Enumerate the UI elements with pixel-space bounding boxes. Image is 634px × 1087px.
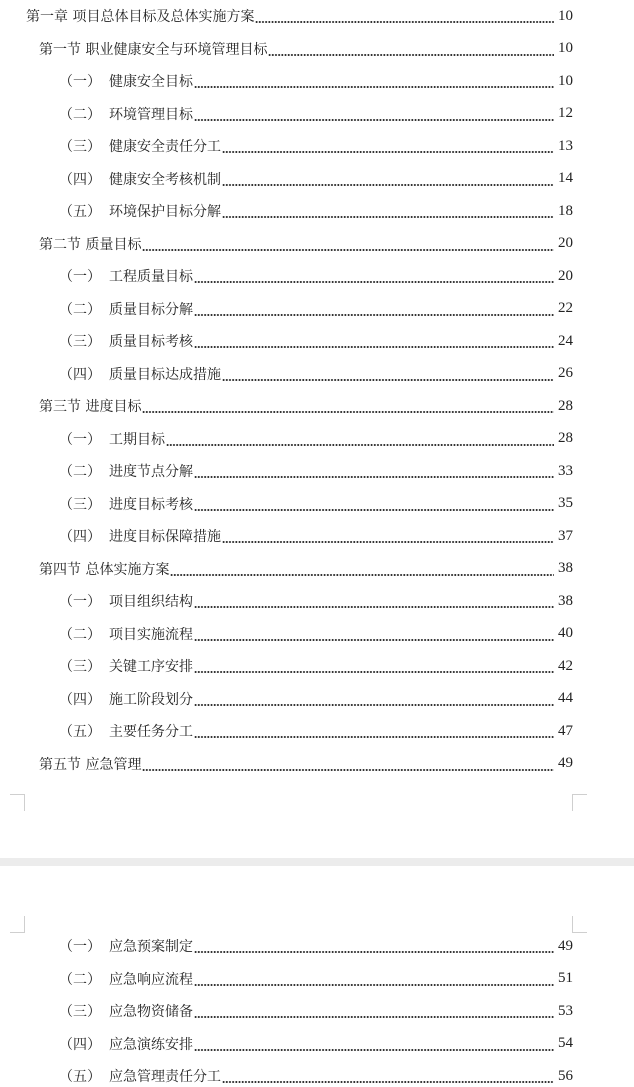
toc-entry[interactable] [59, 200, 573, 222]
toc-dot-leader [194, 1009, 554, 1021]
toc-entry-number: （四） [59, 171, 101, 188]
margin-corner-mark [572, 794, 587, 811]
toc-entry[interactable] [59, 1065, 573, 1087]
toc-entry[interactable] [59, 688, 573, 710]
toc-entry[interactable] [59, 720, 573, 742]
toc-entry-title: 进度目标保障措施 [109, 529, 221, 545]
toc-entry-title: 应急物资储备 [109, 1004, 193, 1020]
toc-entry-title: 第三节 进度目标 [39, 399, 142, 415]
toc-entry-number: （一） [59, 74, 101, 90]
toc-dot-leader [268, 47, 554, 59]
toc-dot-leader [194, 599, 554, 611]
toc-entry-title: 项目实施流程 [109, 626, 193, 643]
toc-entry-title: 主要任务分工 [109, 724, 193, 740]
toc-entry-page-number: 26 [558, 365, 573, 381]
toc-entry[interactable] [59, 298, 573, 320]
toc-entry-title: 质量目标考核 [109, 334, 193, 350]
toc-dot-leader [222, 144, 554, 156]
toc-dot-leader [194, 502, 554, 514]
toc-entry-title: 应急响应流程 [109, 971, 193, 988]
toc-entry-page-number: 18 [558, 202, 573, 219]
toc-dot-leader [170, 567, 554, 579]
toc-entry[interactable] [59, 623, 573, 645]
toc-entry-title: 健康安全目标 [109, 74, 193, 90]
toc-entry[interactable] [59, 655, 573, 677]
toc-entry[interactable] [59, 70, 573, 92]
toc-entry-number: （二） [59, 301, 101, 318]
toc-entry-number: （一） [59, 594, 101, 610]
toc-entry[interactable] [39, 38, 573, 60]
toc-dot-leader [194, 112, 554, 124]
toc-dot-leader [194, 307, 554, 319]
toc-entry-page-number: 56 [558, 1067, 573, 1084]
toc-entry[interactable] [59, 265, 573, 287]
toc-entry-title: 健康安全考核机制 [109, 171, 221, 188]
toc-entry-number: （三） [59, 334, 101, 350]
toc-entry-page-number: 35 [558, 495, 573, 511]
toc-dot-leader [194, 729, 554, 741]
toc-dot-leader [142, 404, 554, 416]
toc-entry-page-number: 33 [558, 462, 573, 479]
toc-dot-leader [194, 697, 554, 709]
toc-dot-leader [255, 14, 554, 26]
toc-entry-number: （一） [59, 431, 101, 448]
toc-entry-page-number: 10 [558, 72, 573, 89]
toc-entry-number: （三） [59, 139, 101, 155]
toc-entry-title: 应急预案制定 [109, 939, 193, 955]
margin-corner-mark [10, 916, 25, 933]
toc-entry[interactable] [59, 330, 573, 352]
toc-entry[interactable] [59, 935, 573, 957]
toc-entry-page-number: 14 [558, 170, 573, 186]
toc-entry-number: （一） [59, 269, 101, 285]
toc-entry-number: （四） [59, 366, 101, 383]
toc-entry-page-number: 20 [558, 235, 573, 251]
toc-dot-leader [222, 372, 554, 384]
toc-entry[interactable] [59, 428, 573, 450]
toc-entry-number: （五） [59, 204, 101, 220]
toc-dot-leader [142, 242, 554, 254]
toc-entry[interactable] [39, 395, 573, 417]
toc-entry-title: 第五节 应急管理 [39, 756, 142, 773]
toc-entry[interactable] [59, 363, 573, 385]
toc-entry-title: 工期目标 [109, 431, 165, 448]
toc-entry-number: （四） [59, 1036, 101, 1053]
toc-entry-page-number: 13 [558, 137, 573, 154]
toc-entry-title: 健康安全责任分工 [109, 139, 221, 155]
toc-entry-title: 第二节 质量目标 [39, 236, 142, 253]
toc-dot-leader [194, 339, 554, 351]
toc-entry-title: 施工阶段划分 [109, 691, 193, 708]
toc-dot-leader [194, 469, 554, 481]
toc-entry-title: 工程质量目标 [109, 269, 193, 285]
toc-entry-page-number: 22 [558, 300, 573, 316]
toc-entry-number: （四） [59, 691, 101, 708]
toc-dot-leader [222, 209, 554, 221]
toc-entry-page-number: 12 [558, 105, 573, 121]
toc-entry-page-number: 10 [558, 40, 573, 56]
toc-entry-title: 质量目标达成措施 [109, 366, 221, 383]
toc-entry-number: （五） [59, 1069, 101, 1085]
toc-entry-title: 进度目标考核 [109, 496, 193, 513]
toc-dot-leader [166, 437, 554, 449]
toc-entry-number: （二） [59, 626, 101, 643]
toc-entry-number: （二） [59, 464, 101, 480]
toc-entry-page-number: 49 [558, 937, 573, 954]
toc-entry[interactable] [59, 493, 573, 515]
toc-entry-page-number: 47 [558, 722, 573, 739]
toc-entry-title: 第四节 总体实施方案 [39, 561, 170, 578]
toc-entry-title: 进度节点分解 [109, 464, 193, 480]
toc-dot-leader [194, 977, 554, 989]
toc-dot-leader [194, 664, 554, 676]
toc-entry-title: 第一节 职业健康安全与环境管理目标 [39, 41, 268, 58]
toc-dot-leader [222, 1074, 554, 1086]
toc-entry-page-number: 38 [558, 560, 573, 576]
toc-entry-page-number: 37 [558, 527, 573, 544]
toc-entry[interactable] [59, 460, 573, 482]
toc-entry-page-number: 10 [558, 7, 573, 24]
toc-entry[interactable] [59, 590, 573, 612]
toc-dot-leader [194, 1042, 554, 1054]
toc-entry-page-number: 54 [558, 1035, 573, 1051]
toc-entry-title: 应急管理责任分工 [109, 1069, 221, 1085]
toc-dot-leader [194, 79, 554, 91]
toc-dot-leader [194, 944, 554, 956]
toc-entry-title: 第一章 项目总体目标及总体实施方案 [26, 9, 255, 25]
page-separator [0, 858, 634, 866]
toc-dot-leader [194, 274, 554, 286]
margin-corner-mark [572, 916, 587, 933]
toc-entry[interactable] [39, 753, 573, 775]
toc-entry-number: （三） [59, 659, 101, 675]
toc-entry-number: （二） [59, 106, 101, 123]
toc-entry[interactable] [59, 525, 573, 547]
toc-dot-leader [142, 762, 554, 774]
toc-entry-page-number: 38 [558, 592, 573, 609]
toc-entry-number: （一） [59, 939, 101, 955]
toc-entry[interactable] [39, 233, 573, 255]
toc-entry-page-number: 28 [558, 430, 573, 446]
toc-dot-leader [194, 632, 554, 644]
toc-entry-number: （二） [59, 971, 101, 988]
toc-entry-page-number: 44 [558, 690, 573, 706]
toc-entry-number: （三） [59, 1004, 101, 1020]
toc-entry-page-number: 49 [558, 755, 573, 771]
toc-entry-page-number: 53 [558, 1002, 573, 1019]
toc-dot-leader [222, 177, 554, 189]
toc-entry-title: 质量目标分解 [109, 301, 193, 318]
margin-corner-mark [10, 794, 25, 811]
toc-entry-page-number: 40 [558, 625, 573, 641]
toc-entry-number: （四） [59, 529, 101, 545]
toc-entry[interactable] [59, 135, 573, 157]
toc-entry-title: 环境管理目标 [109, 106, 193, 123]
toc-entry[interactable] [59, 1033, 573, 1055]
toc-entry-page-number: 20 [558, 267, 573, 284]
toc-entry-title: 关键工序安排 [109, 659, 193, 675]
toc-entry-page-number: 24 [558, 332, 573, 349]
toc-entry[interactable] [26, 5, 573, 27]
toc-entry-number: （五） [59, 724, 101, 740]
toc-entry-page-number: 51 [558, 970, 573, 986]
toc-entry-title: 项目组织结构 [109, 594, 193, 610]
toc-entry-title: 环境保护目标分解 [109, 204, 221, 220]
toc-entry[interactable] [59, 1000, 573, 1022]
toc-entry[interactable] [39, 558, 573, 580]
toc-entry-title: 应急演练安排 [109, 1036, 193, 1053]
toc-entry-page-number: 28 [558, 397, 573, 414]
toc-dot-leader [222, 534, 554, 546]
toc-entry[interactable] [59, 103, 573, 125]
toc-entry[interactable] [59, 168, 573, 190]
toc-entry-number: （三） [59, 496, 101, 513]
toc-entry-page-number: 42 [558, 657, 573, 674]
toc-entry[interactable] [59, 968, 573, 990]
